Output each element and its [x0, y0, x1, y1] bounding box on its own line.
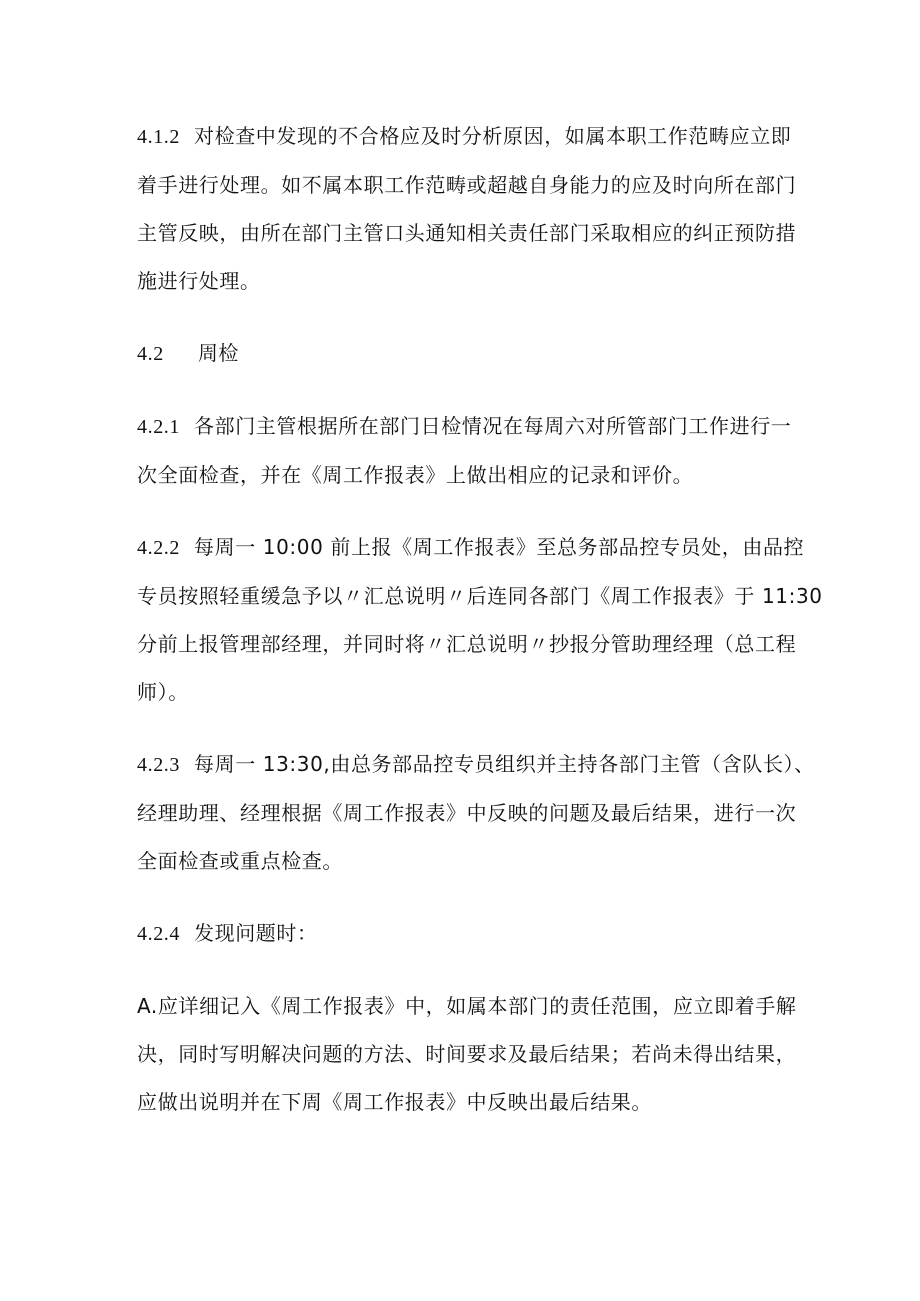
section-title: 周检	[197, 341, 240, 365]
section-number: 4.2.2	[137, 537, 180, 559]
section-number: 4.2.3	[137, 754, 180, 776]
section-number: 4.2	[137, 343, 164, 365]
paragraph-line: 专员按照轻重缓急予以〃汇总说明〃后连同各部门《周工作报表》于 11:30	[137, 584, 823, 608]
paragraph-line	[137, 329, 797, 378]
section-number: 4.2.4	[137, 923, 180, 945]
paragraph-line: 4.2.4 发现问题时：	[137, 909, 797, 958]
paragraph-line: A.应详细记入《周工作报表》中，如属本部门的责任范围，应立即着手解	[137, 994, 797, 1018]
paragraph-item-a	[137, 982, 797, 1126]
paragraph-line: 应做出说明并在下周《周工作报表》中反映出最后结果。	[137, 1090, 652, 1114]
paragraph-line: 决，同时写明解决问题的方法、时间要求及最后结果；若尚未得出结果，	[137, 1042, 797, 1066]
section-number: 4.1.2	[137, 126, 180, 148]
paragraph-line: 分前上报管理部经理，并同时将〃汇总说明〃抄报分管助理经理（总工程	[137, 632, 797, 656]
section-number: 4.2.1	[137, 416, 180, 438]
paragraph-4-2-1	[137, 402, 797, 499]
paragraph-line: 施进行处理。	[137, 269, 261, 293]
paragraph-line: 全面检查或重点检查。	[137, 849, 343, 873]
document-body	[137, 112, 823, 1150]
paragraph-4-2-2	[137, 523, 823, 716]
paragraph-line: 师）。	[137, 680, 189, 704]
paragraph-line: 4.2.1 各部门主管根据所在部门日检情况在每周六对所管部门工作进行一	[137, 402, 797, 451]
paragraph-line: 次全面检查，并在《周工作报表》上做出相应的记录和评价。	[137, 463, 694, 487]
paragraph-line: 4.2.2 每周一 10:00 前上报《周工作报表》至总务部品控专员处，由品控	[137, 523, 797, 572]
paragraph-4-1-2	[137, 112, 797, 305]
paragraph-line: 4.1.2 对检查中发现的不合格应及时分析原因，如属本职工作范畴应立即	[137, 112, 797, 161]
paragraph-line: 主管反映，由所在部门主管口头通知相关责任部门采取相应的纠正预防措	[137, 221, 797, 245]
paragraph-line: 着手进行处理。如不属本职工作范畴或超越自身能力的应及时向所在部门	[137, 173, 797, 197]
section-heading-4-2	[137, 329, 797, 378]
paragraph-line: 经理助理、经理根据《周工作报表》中反映的问题及最后结果，进行一次	[137, 801, 797, 825]
paragraph-4-2-4	[137, 909, 797, 958]
paragraph-4-2-3	[137, 740, 815, 885]
paragraph-line: 4.2.3 每周一 13:30,由总务部品控专员组织并主持各部门主管（含队长）、	[137, 740, 797, 789]
